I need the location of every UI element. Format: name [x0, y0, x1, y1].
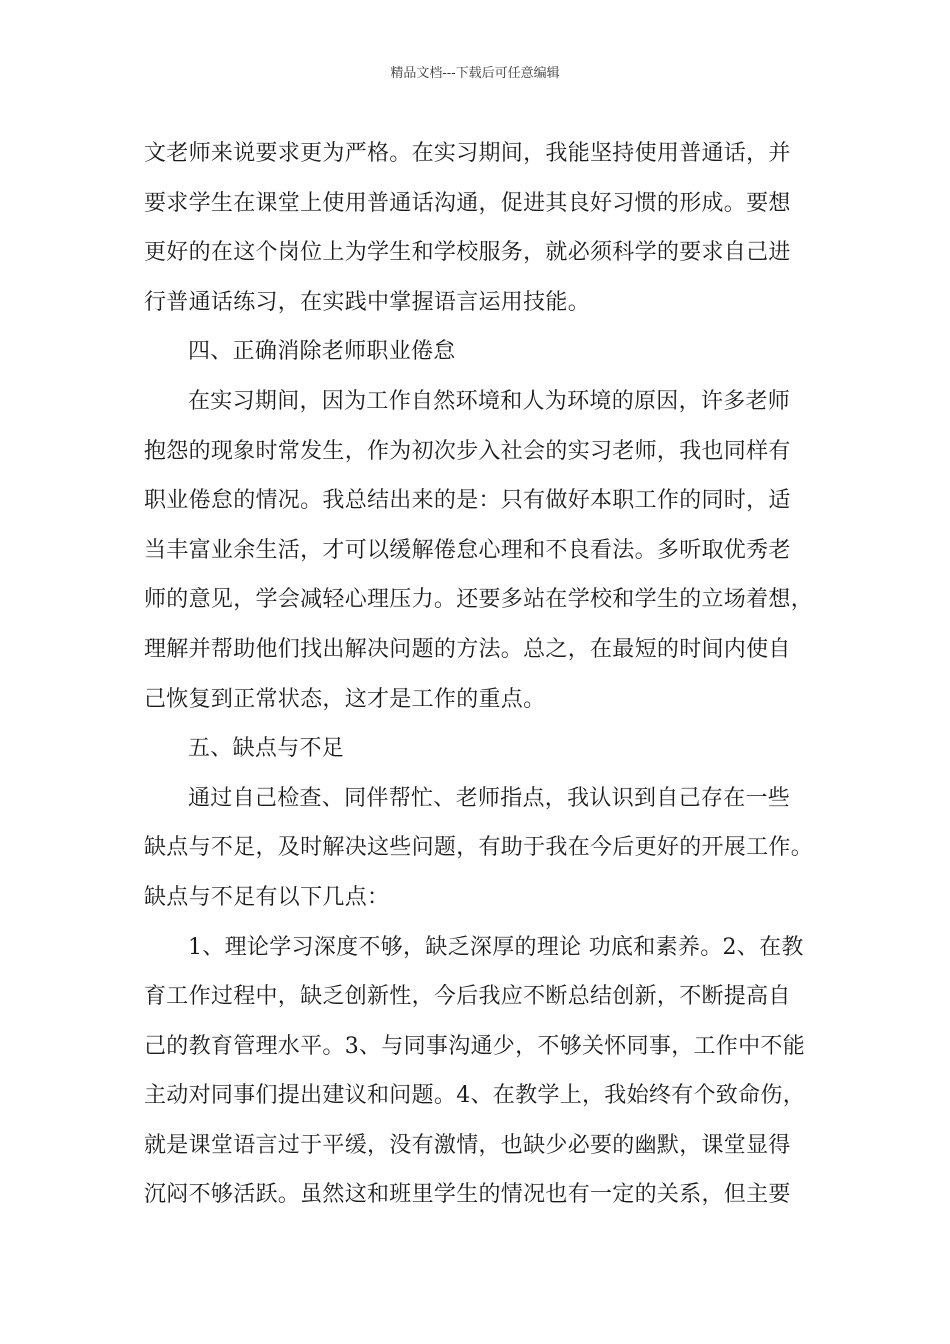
text-line: 缺点与不足有以下几点：	[144, 884, 390, 910]
text-line: 文老师来说要求更为严格。在实习期间，我能坚持使用普通话，并	[144, 141, 791, 166]
text-line: 更好的在这个岗位上为学生和学校服务，就必须科学的要求自己进	[144, 240, 791, 266]
text-line: 通过自己检查、同伴帮忙、老师指点，我认识到自己存在一些	[188, 785, 791, 811]
text-line: 当丰富业余生活，才可以缓解倦怠心理和不良看法。多听取优秀老	[144, 537, 791, 563]
text-line: 主动对同事们提出建议和问题。4、在教学上，我始终有个致命伤，	[144, 1083, 805, 1109]
text-line: 育工作过程中，缺乏创新性，今后我应不断总结创新，不断提高自	[144, 984, 791, 1010]
text-line: 师的意见，学会减轻心理压力。还要多站在学校和学生的立场着想，	[144, 587, 814, 613]
page-header: 精品文档---下载后可任意编辑	[390, 66, 560, 81]
text-line: 要求学生在课堂上使用普通话沟通，促进其良好习惯的形成。要想	[144, 190, 791, 216]
text-line: 职业倦怠的情况。我总结出来的是：只有做好本职工作的同时，适	[144, 488, 791, 514]
text-line: 就是课堂语言过于平缓，没有激情，也缺少必要的幽默，课堂显得	[144, 1132, 791, 1158]
text-line: 沉闷不够活跃。虽然这和班里学生的情况也有一定的关系，但主要	[144, 1182, 791, 1208]
text-line: 理解并帮助他们找出解决问题的方法。总之，在最短的时间内使自	[144, 636, 791, 662]
text-line: 1、理论学习深度不够，缺乏深厚的理论 功底和素养。2、在教	[188, 934, 804, 960]
section-heading: 四、正确消除老师职业倦怠	[188, 339, 456, 365]
text-line: 缺点与不足，及时解决这些问题，有助于我在今后更好的开展工作。	[144, 835, 814, 861]
text-line: 行普通话练习，在实践中掌握语言运用技能。	[144, 289, 591, 315]
section-heading: 五、缺点与不足	[188, 736, 345, 762]
text-line: 抱怨的现象时常发生，作为初次步入社会的实习老师，我也同样有	[144, 438, 791, 464]
text-line: 己恢复到正常状态，这才是工作的重点。	[144, 686, 546, 712]
document-body	[144, 129, 834, 1220]
text-line: 己的教育管理水平。3、与同事沟通少，不够关怀同事，工作中不能	[144, 1033, 805, 1059]
text-line: 在实习期间，因为工作自然环境和人为环境的原因，许多老师	[188, 388, 791, 414]
